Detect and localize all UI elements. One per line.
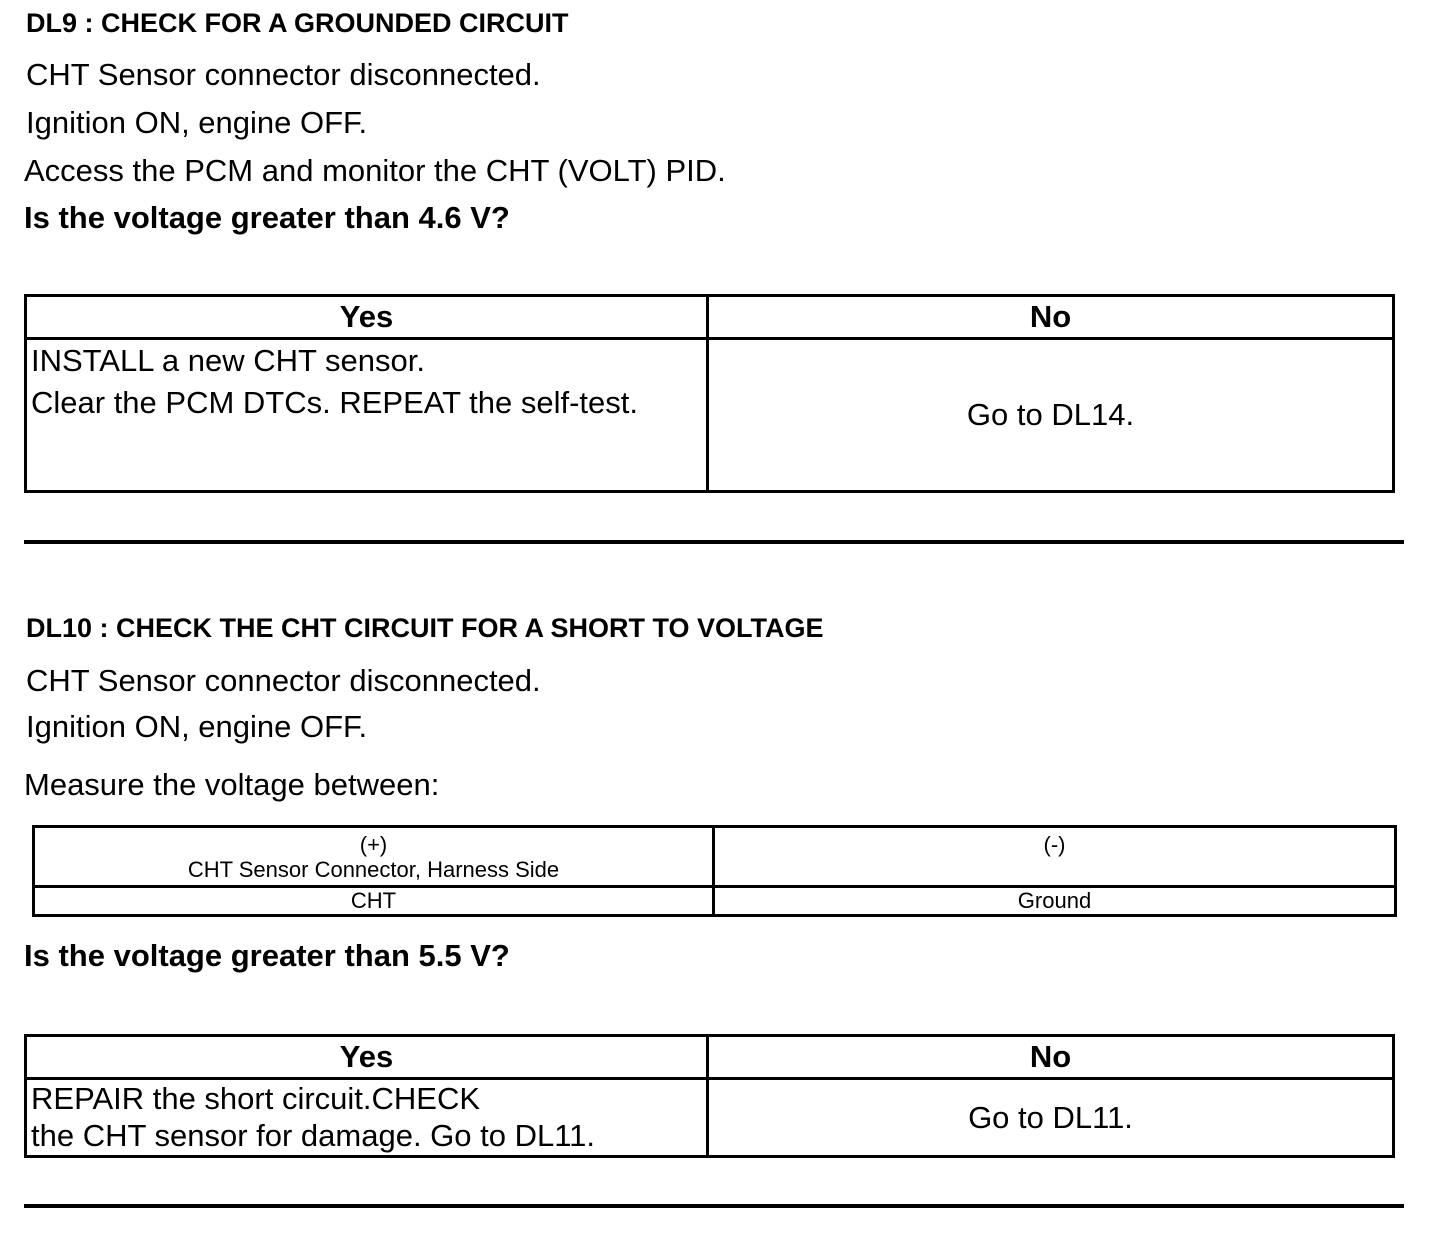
dl10-measure-table: [32, 825, 1397, 917]
dl10-yes-line-2: the CHT sensor for damage. Go to DL11.: [31, 1118, 596, 1153]
plus-value: CHT: [34, 887, 714, 916]
dl10-step-3: Measure the voltage between:: [24, 767, 440, 802]
dl10-heading: DL10 : CHECK THE CHT CIRCUIT FOR A SHORT TO VOLTAGE: [26, 613, 824, 643]
dl9-yes-line-2: Clear the PCM DTCs. REPEAT the self-test.: [31, 385, 638, 420]
dl9-yes-header: Yes: [26, 296, 708, 339]
plus-sub-label: CHT Sensor Connector, Harness Side: [187, 857, 560, 882]
minus-value: Ground: [714, 887, 1396, 916]
bottom-divider: [24, 1204, 1404, 1208]
dl9-yes-line-1: INSTALL a new CHT sensor.: [31, 343, 425, 378]
dl10-step-1: CHT Sensor connector disconnected.: [26, 663, 541, 698]
dl10-yes-line-1: REPAIR the short circuit.CHECK: [31, 1081, 481, 1116]
dl9-question: Is the voltage greater than 4.6 V?: [24, 200, 510, 235]
dl10-no-cell: Go to DL11.: [708, 1079, 1394, 1157]
minus-label: (-): [1043, 832, 1066, 857]
minus-header-cell: [714, 827, 1396, 887]
dl10-step-2: Ignition ON, engine OFF.: [26, 709, 368, 744]
dl9-no-cell: Go to DL14.: [708, 339, 1394, 492]
plus-header-cell: [34, 827, 714, 887]
dl10-yes-cell: [26, 1079, 708, 1157]
dl10-question: Is the voltage greater than 5.5 V?: [24, 938, 510, 973]
dl10-result-table: [24, 1034, 1395, 1158]
dl9-heading: DL9 : CHECK FOR A GROUNDED CIRCUIT: [26, 8, 569, 38]
dl9-step-3: Access the PCM and monitor the CHT (VOLT) PID.: [24, 153, 726, 188]
dl9-yes-cell: [26, 339, 708, 492]
dl9-no-header: No: [708, 296, 1394, 339]
plus-label: (+): [359, 832, 388, 857]
dl9-step-1: CHT Sensor connector disconnected.: [26, 57, 541, 92]
dl9-step-2: Ignition ON, engine OFF.: [26, 105, 368, 140]
dl9-result-table: [24, 294, 1395, 493]
section-divider: [24, 540, 1404, 544]
dl10-no-header: No: [708, 1036, 1394, 1079]
dl10-yes-header: Yes: [26, 1036, 708, 1079]
